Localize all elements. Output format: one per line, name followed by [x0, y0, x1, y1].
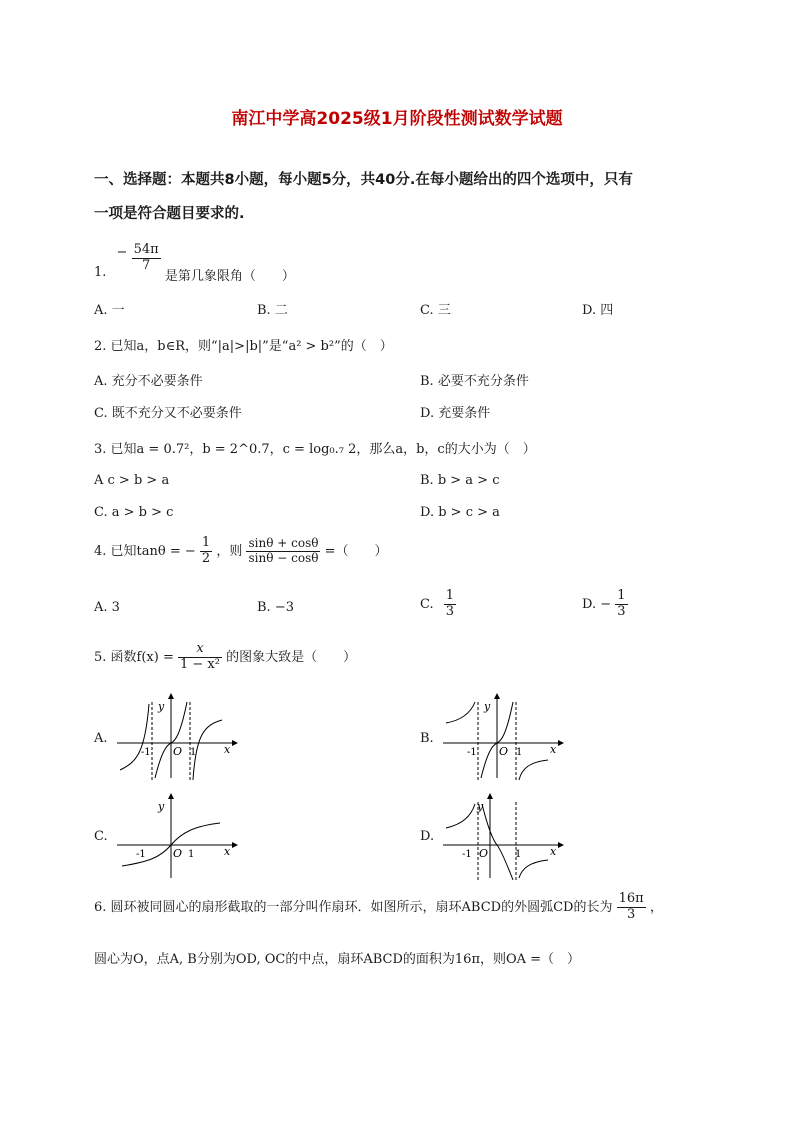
origin-label: O [173, 847, 183, 860]
q5-graph-c [112, 788, 242, 882]
curve-left [446, 702, 475, 723]
q4-given-fraction [200, 536, 212, 567]
question-2: 2. 已知a，b∈R，则“|a|>|b|”是“a² > b²”的（ ） [94, 339, 393, 354]
q4-optc-den: 3 [445, 603, 455, 619]
q5-suffix: 的图象大致是（ ） [226, 649, 357, 665]
question-6-line2: 圆心为O，点A, B分别为OD, OC的中点，扇环ABCD的面积为16π，则OA =（ ） [94, 952, 581, 967]
q1-option-d: D. 四 [582, 303, 614, 318]
y-axis-arrow [168, 693, 174, 699]
origin-label: O [499, 745, 509, 758]
q5-graph-a [112, 690, 242, 784]
q5-fraction [178, 642, 222, 673]
q4-optd-den: 3 [617, 603, 626, 619]
q4-optd-num: 1 [617, 588, 626, 603]
question-4 [94, 536, 388, 567]
q6-line1-prefix: 6. 圆环被同圆心的扇形截取的一部分叫作扇环．如图所示，扇环ABCD的外圆弧CD的长为 [94, 899, 613, 915]
origin-label: O [173, 745, 183, 758]
q6-frac-num: 16π [618, 891, 644, 906]
q5-option-b-label: B. [420, 731, 434, 746]
x-label: x [224, 743, 231, 756]
q4-expression-fraction [246, 537, 320, 566]
q3-option-b: B. b > a > c [420, 473, 500, 488]
y-label: y [484, 700, 491, 713]
q2-option-a: A. 充分不必要条件 [94, 374, 203, 389]
q4-optc-num: 1 [445, 588, 455, 603]
y-axis-arrow [487, 793, 493, 799]
q6-arc-length-fraction [617, 892, 646, 923]
y-axis-arrow [168, 793, 174, 799]
x-label: x [550, 845, 557, 858]
x-label: x [224, 845, 231, 858]
y-label: y [158, 800, 165, 813]
section-heading-line1: 一、选择题：本题共8小题，每小题5分，共40分.在每小题给出的四个选项中，只有 [94, 172, 633, 188]
q2-option-c: C. 既不充分又不必要条件 [94, 406, 242, 421]
q4-prefix: 4. 已知tanθ = − [94, 543, 196, 559]
x-axis-arrow [232, 842, 238, 848]
q3-option-a: A c > b > a [94, 473, 170, 488]
exam-title: 南江中学高2025级1月阶段性测试数学试题 [231, 109, 563, 129]
curve-right [193, 720, 222, 780]
q5-graph-d [438, 788, 568, 882]
tick-one: 1 [190, 747, 197, 758]
tick-one: 1 [516, 747, 523, 758]
q1-fraction [132, 243, 161, 274]
tick-neg-one: -1 [462, 849, 472, 860]
q6-frac-den: 3 [627, 906, 636, 922]
curve-right [519, 860, 548, 878]
q3-option-c: C. a > b > c [94, 505, 174, 520]
q4-expr-den: sinθ − cosθ [248, 550, 319, 565]
question-5 [94, 642, 356, 673]
q1-frac-numerator: 54π [133, 242, 159, 257]
q4-option-d-label: D. − [582, 596, 612, 612]
q1-option-a: A. 一 [94, 303, 125, 318]
q4-option-c-fraction [444, 589, 456, 620]
x-axis-arrow [558, 740, 564, 746]
y-label: y [158, 700, 165, 713]
tick-one: 1 [515, 849, 522, 860]
q5-option-d-label: D. [420, 829, 435, 844]
q4-option-a: A. 3 [94, 600, 120, 615]
curve-left [120, 704, 149, 770]
q1-text: 是第几象限角（ ） [164, 269, 295, 284]
question-1 [94, 243, 295, 284]
q5-frac-den: 1 − x² [180, 656, 220, 672]
q5-prefix: 5. 函数f(x) = [94, 649, 174, 665]
q5-option-a-label: A. [94, 731, 108, 746]
q4-option-b: B. −3 [257, 600, 294, 615]
q4-option-c-label: C. [420, 596, 434, 612]
q5-frac-num: x [178, 642, 222, 658]
q1-minus: − [116, 245, 128, 260]
q1-option-b: B. 二 [257, 303, 288, 318]
curve-left [446, 804, 475, 828]
q6-line1-suffix: ， [649, 899, 663, 915]
q2-option-d: D. 充要条件 [420, 406, 491, 421]
tick-neg-one: -1 [467, 747, 477, 758]
x-axis-arrow [232, 740, 238, 746]
q4-expr-num: sinθ + cosθ [248, 536, 319, 551]
q1-frac-denominator: 7 [142, 257, 151, 273]
q5-option-c-label: C. [94, 829, 108, 844]
y-label: y [477, 800, 484, 813]
q4-option-d [582, 589, 628, 620]
q4-suffix: =（ ） [324, 543, 388, 559]
y-axis-arrow [494, 693, 500, 699]
q4-option-c [420, 589, 456, 620]
curve-right [519, 760, 548, 780]
x-label: x [550, 743, 557, 756]
q1-number: 1. [94, 265, 107, 280]
origin-label: O [479, 847, 489, 860]
q1-option-c: C. 三 [420, 303, 451, 318]
question-3: 3. 已知a = 0.7²，b = 2^0.7，c = log₀.₇ 2，那么a，b，c的大小为（ ） [94, 442, 536, 457]
section-heading-line2: 一项是符合题目要求的. [94, 206, 245, 222]
x-axis-arrow [558, 842, 564, 848]
tick-neg-one: -1 [136, 849, 146, 860]
q4-mid: ，则 [216, 543, 243, 559]
curve-middle [482, 804, 513, 880]
tick-neg-one: -1 [141, 747, 151, 758]
q4-given-num: 1 [201, 535, 211, 550]
q5-graph-b [438, 690, 568, 784]
q3-option-d: D. b > c > a [420, 505, 500, 520]
question-6-line1 [94, 892, 663, 923]
q4-option-d-fraction [615, 589, 627, 620]
q2-option-b: B. 必要不充分条件 [420, 374, 529, 389]
q4-given-den: 2 [201, 550, 211, 566]
tick-one: 1 [188, 849, 195, 860]
